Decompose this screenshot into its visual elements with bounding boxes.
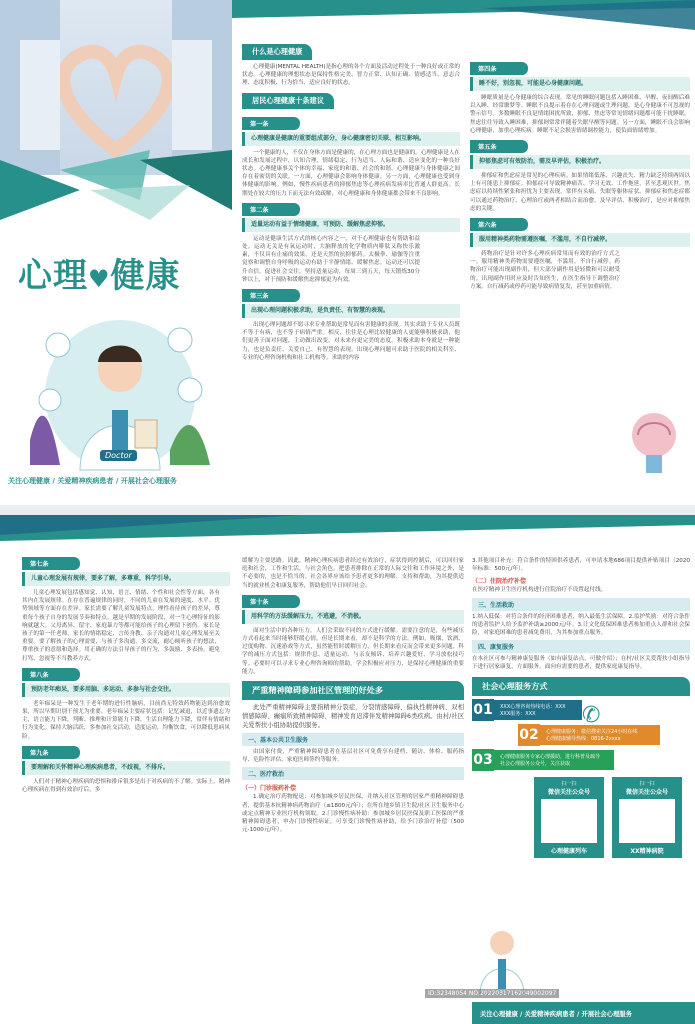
qr-card-1-title: 微信关注公众号 — [547, 788, 590, 796]
section-4-text: 在本社区可参与精神康复服务（如有康复站点，可做介绍）；在村/社区关爱帮扶小组指导下进行居家康复，方面服务。面向有需要的患者，提供家庭康复指导。 — [472, 656, 690, 671]
contact-row-1 — [472, 699, 690, 721]
contact-list — [472, 699, 690, 771]
tips-panel-2 — [470, 0, 690, 505]
item-1-text: 一个健康的人，不仅在身体方面是健康的，在心理方面也是健康的。心理健康是人在成长和发展过程中，认知合理、情绪稳定、行为适当、人际和谐、适应变化的一种良好状态。心理健康事关个体的幸福、家庭的和谐、社会的和谐。心理健康与身体健康之间存在着密切的关联。一方面，心理健康会影响身体健康。另一方面，心理健康也受到身体健康的影响。例如，慢性疾病患者的抑郁焦虑等心理疾病发病率比普通人群更高。长期处在较大的压力下而无法有效疏解，对心理健康和身体健康都会带来不良影响。 — [242, 149, 460, 197]
item-6-label: 第六条 — [470, 218, 528, 231]
contact-number-1: 01 — [472, 699, 494, 721]
section-4-title: 四、康复服务 — [472, 640, 690, 653]
item-7-callout: 儿童心理发展有规律，要多了解，多尊重，科学引导。 — [22, 572, 230, 586]
contact-2-line2: 心理健康辅导热线：0816-2xxxx — [546, 735, 621, 742]
brochure-inside — [0, 515, 695, 1024]
management-text: 此处严重精神障碍主要指精神分裂症、分裂情感障碍、偏执性精神病、双相情感障碍、癫痫所致精神障碍、精神发育迟滞伴发精神障碍6类疾病。由村/社区关爱帮扶小组协助提供服务。 — [242, 704, 464, 730]
section-2-title: 二、医疗救治 — [242, 767, 464, 780]
item-2-label: 第二条 — [242, 203, 300, 216]
item-7-text: 儿童心理发展包括感知觉、认知、语言、情绪、个性和社会性等方面，各有其内在发展规律。在存在普遍规律的同时，不同的儿童在发展的速度、水平、优势领域等方面存在差异。家长需要了解儿童发展特点，理性看待孩子的差异，尊重每个孩子自身的发展节奏和特点。越是早期的发展阶段，对一生心理特征的影响就越大。父母离异、留守、家庭暴力等都可能给孩子的心理留下创伤。家长是孩子的第一任老师，家长的情绪稳定、言传身教、亲子沟通对儿童心理发展至关重要。要了解孩子的心理需要，与孩子多沟通、多交流，耐心倾听孩子的想法，尊重孩子的意愿和选择。用正确的方法引导孩子的行为，多鼓励、多表扬，避免打骂、忽视等不当教养方式。 — [22, 590, 220, 662]
doctor-small-illustration — [472, 925, 532, 995]
inside-panel-left — [22, 515, 230, 1024]
item-10-callout: 用科学的方法缓解压力，不逃避，不消极。 — [242, 610, 464, 624]
contact-1-line1: XXX心理咨询热线电话：XXX — [500, 703, 566, 710]
top-border-decoration — [232, 0, 695, 40]
qr-code-2 — [619, 799, 675, 843]
phone-icon: ✆ — [582, 702, 601, 728]
section-2-subtitle: （一）门诊服药补偿 — [242, 785, 297, 793]
section-2-text: 1.确定治疗药物配送：对参加城乡居民医保，并纳入社区管理的居家严重精神障碍患者，提供基本抗精神病药物治疗（≤1800元/年）；在所在地乡镇卫生院/社区卫生服务中心或定点精神专业医疗机构领取。2.门诊慢性病补助：参加城乡居民医保及职工医保的严重精神障碍患者，申办门诊慢性病证，可享受门诊慢性病补助，给予门诊治疗补偿（500元-1000元/年）。 — [242, 794, 464, 834]
item-7-label: 第七条 — [22, 557, 80, 570]
contact-box-2 — [540, 725, 660, 745]
item-10-text: 面对生活中的各种压力，人们会采取不同的方式进行缓解。需要注意的是，有些减压方式看起来当时能够舒缓心情，但是长期来看，却不是科学的方法。例如，吸烟、饮酒、过度购物、沉迷游戏等方式，虽然能暂时缓解压力，但长期来看反而会带来更多问题。科学的减压方式包括：规律作息、适量运动、与亲友倾诉、培养兴趣爱好、学习放松技巧等。必要时可以寻求专业心理咨询师的帮助。学会积极应对压力，是保持心理健康的重要能力。 — [242, 627, 464, 675]
tips-panel-1 — [242, 0, 464, 505]
item-9-callout: 要理解和关怀精神心理疾病患者，不歧视，不排斥。 — [22, 761, 230, 775]
item-1-callout: 心理健康是健康的重要组成部分，身心健康密切关联、相互影响。 — [242, 132, 460, 146]
inpatient-subtitle: （二）住院治疗补偿 — [472, 578, 527, 586]
section-3-text: 1.纳入低保：对符合条件的经济困难患者，纳入最低生活保障。2.监护奖励：对符合条件的患者监护人给予监护补助≥2000元/年。3.让文化低保困难患者参加重点人群和社会保险，对家庭困难的患者减免费用，为其参加重点服务。 — [472, 613, 690, 637]
inpatient-text: 在医疗精神卫生医疗机构进行住院治疗不设置起付线。 — [472, 587, 607, 594]
item-4-callout: 睡不好，别忽视，可能是心身健康问题。 — [470, 77, 690, 91]
inside-footer-slogan — [472, 1002, 695, 1024]
contact-3-line1: 心理健康服务专家心理援助，进行科普及疏导 — [500, 753, 601, 760]
section-3-title: 三、生活救助 — [472, 598, 690, 611]
item-2-callout: 适量运动有益于情绪健康，可预防、缓解焦虑抑郁。 — [242, 218, 460, 232]
contact-number-2: 02 — [518, 724, 540, 746]
contact-2-line1: 心理健康服务：微信搜索关注24小时在线 — [546, 728, 638, 735]
item-8-text: 老年痴呆是一种发生于老年期的进行性脑病，目前尚无特效药物能达到治愈效果，所以早期识别干预尤为重要。老年痴呆主要症状包括：记忆减退，以近事遗忘为主，语言能力下降，判断、推理和计算能力下降，生活自理能力下降，常伴有情绪和行为变化。保持大脑活跃，多参加社交活动，适度运动，均衡饮食，可以降低患病风险。 — [22, 700, 230, 740]
item-6-callout: 服用精神类药物需遵医嘱，不滥用，不自行减停。 — [470, 233, 690, 247]
item-6-text: 药物治疗是针对许多心理疾病常用而有效的治疗方式之一。服用精神类药物需要遵医嘱，不滥用，不自行减停。药物治疗可能出现副作用，但大部分副作用是轻微和可以耐受的。出现副作用时应及时告知医生，在医生指导下调整治疗方案。自行减药或停药可能导致病情复发，甚至加重病情。 — [470, 251, 620, 290]
tips-heading: 居民心理健康十条建议 — [242, 93, 334, 109]
qr-card-2 — [612, 777, 682, 858]
footer-slogan-text: 关注心理健康 / 关爱精神疾病患者 / 开展社会心理服务 — [480, 1011, 632, 1018]
management-banner: 严重精神障碍参加社区管理的好处多 — [242, 681, 464, 700]
contact-1-line2: XXX服务：XXX — [500, 710, 536, 717]
heart-icon: ♥ — [88, 265, 111, 293]
doctor-illustration — [20, 300, 220, 475]
item-3-label: 第三条 — [242, 289, 300, 302]
cover-slogan: 关注心理健康 / 关爱精神疾病患者 / 开展社会心理服务 — [8, 477, 177, 485]
brain-illustration — [624, 405, 684, 475]
contact-heading: 社会心理服务方式 — [472, 677, 690, 696]
item-1-label: 第一条 — [242, 117, 300, 130]
cover-title: 心理♥健康 — [18, 256, 181, 296]
qr-cards — [534, 777, 690, 858]
intro-text: 心理健康(MENTAL HEALTH)是指心理的各个方面及活动过程处于一种良好或正常的状态。心理健康的理想状态是保持性格完美、智力正常、认知正确、情感适当、意志合理、态度积极、行为恰当、适应良好的状态。 — [242, 64, 460, 87]
qr-card-1-top: 扫一扫 — [561, 780, 577, 787]
cover-decoration — [0, 150, 232, 230]
item-9-text: 人们对于精神心理疾病的恐惧和排斥很多是出于对疾病的不了解。实际上，精神心理疾病在得到有效治疗后，多 — [22, 778, 230, 794]
item-8-label: 第八条 — [22, 668, 80, 681]
item-10-label: 第十条 — [242, 595, 300, 608]
qr-card-2-top: 扫一扫 — [639, 780, 655, 787]
qr-card-1-bottom: 心理健康列车 — [550, 847, 587, 855]
inside-panel-right — [472, 515, 690, 1024]
contact-number-3: 03 — [472, 749, 494, 771]
contact-row-2 — [518, 724, 690, 746]
contact-row-3 — [472, 749, 690, 771]
qr-card-2-bottom: XX精神病院 — [630, 847, 664, 855]
qr-code-1 — [541, 799, 597, 843]
intro-heading: 什么是心理健康 — [242, 44, 312, 60]
doctor-label: Doctor — [100, 450, 137, 461]
hands-heart-photo — [0, 0, 232, 175]
item-8-callout: 预防老年痴呆，要多用脑、多运动、多参与社会交往。 — [22, 683, 230, 697]
section-1-text: 由国家付费，严重精神障碍患者在基层社区可免费享有建档、随访、体检、服药指导、危险性评估、家庭医师签约等服务。 — [242, 749, 464, 764]
qr-card-1 — [534, 777, 604, 858]
item-5-label: 第五条 — [470, 140, 528, 153]
item-4-text: 睡眠质量是心身健康的综合表现。常见的睡眠问题包括入睡困难、早醒、夜间醒后难以入睡、经常噩梦等。睡眠不良提示着存在心理问题或生理问题，是心身健康不可忽视的警示信号。多数睡眠不良是情绪困扰所致，抑郁、焦虑等常见情绪问题都可能干扰睡眠。焦虑往往导致入睡困难，抑郁则常常伴随着失眠早醒等问题。另一方面，睡眠不良会影响心理健康，加重心理疾病。睡眠不足会损害情绪调控能力，使负面情绪增加。 — [470, 95, 690, 134]
item-4-label: 第四条 — [470, 62, 528, 75]
contact-box-1 — [494, 700, 582, 720]
item-3-text: 出现心理问题却不愿寻求专业帮助是常见而有害健康的表现。其实求助于专业人员既不等于有病，也不等于病情严重。相反，往往是心理比较健康的人更能够积极求助，他们更善于面对问题，主动做出改变，对未来有更完美的态度。积极求助本身就是一种能力，也是负责任、关爱自己、有智慧的表现。出现心理问题可求助于医院的相关科室、专业的心理咨询机构和社工机构等。求助的内容 — [242, 322, 460, 361]
item-9-continued-text: 缓解为主要思路。因此，精神心理疾病患者经过有效治疗，症状得到控制后，可以回归家庭和社会，工作和生活，与社会角色。把患者排除在正常的人际交往和工作环境之外，是不必要的，也是不恰当的。社会各界应该给予患者更多的理解、支持和帮助，为其提供适当的就业机会和康复服务，帮助他们早日回归社会。 — [242, 558, 464, 589]
item-2-text: 运动是健康生活方式的核心内容之一，对于心理健康也有帮助和益处。运动无关是有氧运动时，大脑释放的化学物质内啡肽又称快乐激素，不仅具有止痛的效果，还是天然的抗抑郁药。太极拳、瑜伽等注重觉察和调整自身呼吸的运动有助于平静情绪、缓解焦虑。运动还可以提升自信，促进社会交往。坚持适量运动，每周三到五天，每天锻炼30分钟以上，对于预防和缓解焦虑抑郁更为有效。 — [242, 235, 420, 283]
contact-box-3 — [494, 750, 614, 770]
contact-3-line2: 社会心理服务公众号，关注获取 — [500, 760, 571, 767]
item-9-label: 第九条 — [22, 746, 80, 759]
section-1-title: 一、基本公共卫生服务 — [242, 733, 464, 746]
item-3-callout: 出现心理问题积极求助，是负责任、有智慧的表现。 — [242, 304, 460, 318]
right-top-text: 3.其他项目补充：符合条件的特困供养患者，可申请本地686项目提供补贴项目（2020年标准：500元/年）。 — [472, 558, 690, 573]
brochure-outside — [0, 0, 695, 505]
watermark: ID:32348054 NO:20220317162049002097 — [425, 989, 559, 998]
item-5-callout: 抑郁焦虑可有效防治，需及早评估，积极治疗。 — [470, 155, 690, 169]
cover-panel — [0, 0, 232, 505]
item-5-text: 抑郁症和焦虑症是常见的心理疾病。如果情绪低落、兴趣丧失、精力缺乏持续两周以上有可能患上抑郁症。抑郁症可导致精神痛苦、学习无效、工作拖延，甚至悲观厌世。焦虑症以持续性紧张和担忧为主要表现，常伴有头痛、失眠等躯体症状。抑郁症和焦虑症都可以通过药物治疗、心理治疗或两者相结合而治愈，及早评估、积极治疗，是应对抑郁焦虑的关键。 — [470, 173, 690, 212]
qr-card-2-title: 微信关注公众号 — [625, 788, 668, 796]
inside-panel-middle — [242, 515, 464, 1024]
